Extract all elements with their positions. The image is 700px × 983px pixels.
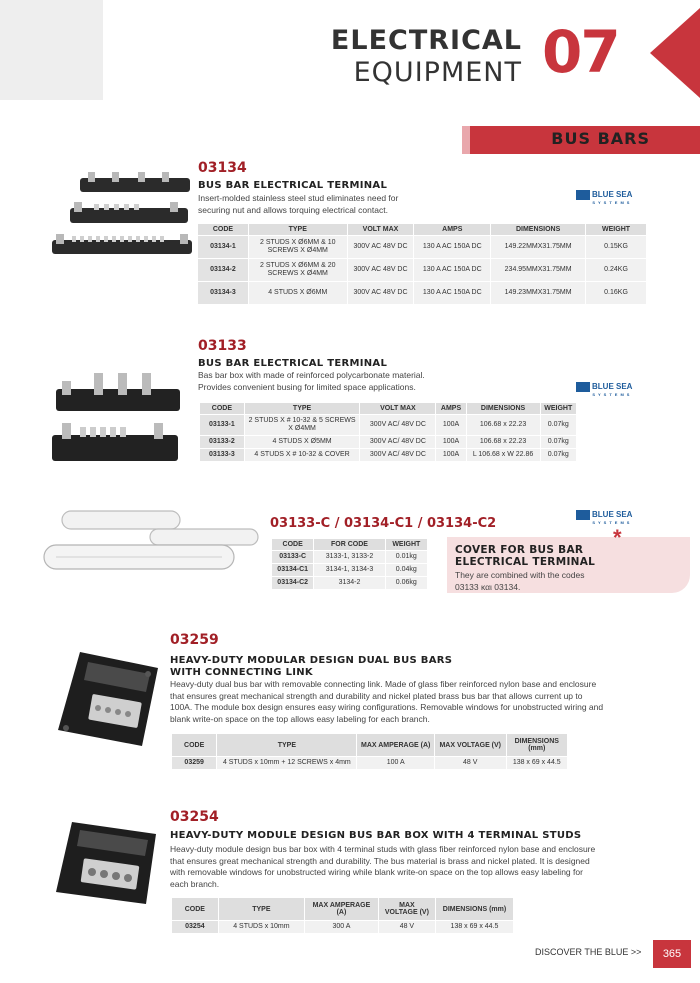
table-cell: 0.07kg bbox=[541, 436, 576, 448]
desc-line: Insert-molded stainless steel stud eliminates need for bbox=[198, 193, 399, 203]
brand-logo bbox=[576, 510, 632, 525]
table-cell: 4 STUDS x 10mm + 12 SCREWS x 4mm bbox=[217, 757, 356, 769]
table-cell: 03133-3 bbox=[200, 449, 244, 461]
desc-line: Provides convenient busing for limited space applications. bbox=[198, 381, 416, 392]
table-header: CODE bbox=[172, 734, 216, 756]
table-cell: 3134-2 bbox=[314, 577, 384, 589]
spec-table-03134 bbox=[197, 223, 647, 305]
brand-sub: SYSTEMS bbox=[592, 520, 633, 525]
table-header: DIMENSIONS (mm) bbox=[436, 898, 513, 920]
cover-desc bbox=[455, 570, 584, 593]
table-row bbox=[172, 757, 567, 769]
spec-table-03133 bbox=[199, 402, 577, 462]
table-header: TYPE bbox=[217, 734, 356, 756]
desc-line: securing nut and allows torquing electrical contact. bbox=[198, 204, 388, 215]
product-title-03133: BUS BAR ELECTRICAL TERMINAL bbox=[198, 358, 388, 369]
table-row bbox=[272, 551, 427, 563]
table-row bbox=[200, 415, 576, 435]
desc-line: that ensures great mechanical strength and durability and nickel plated brass bus bar that allows current up to bbox=[170, 690, 583, 701]
desc-line: with removable windows for unobstructed wiring while blank write-on space on the top allows easy labeling for bbox=[170, 867, 583, 877]
table-cell: 300V AC 48V DC bbox=[348, 282, 414, 304]
page-number: 365 bbox=[653, 940, 691, 968]
page-title bbox=[331, 26, 522, 90]
table-header: CODE bbox=[172, 898, 218, 920]
table-cell: 149.22MMX31.75MM bbox=[491, 236, 585, 258]
desc-line: Heavy-duty dual bus bar with removable connecting link. Made of glass fiber reinforced nylon base and enclosure bbox=[170, 679, 597, 689]
product-code-03259: 03259 bbox=[170, 632, 219, 648]
table-cell: 4 STUDS X Ø6MM bbox=[249, 282, 347, 304]
product-code-covers: 03133-C / 03134-C1 / 03134-C2 bbox=[270, 516, 497, 531]
table-header: VOLT MAX bbox=[348, 224, 414, 235]
table-header: FOR CODE bbox=[314, 539, 384, 550]
title-line: WITH CONNECTING LINK bbox=[170, 667, 313, 678]
table-cell: 149.23MMX31.75MM bbox=[491, 282, 585, 304]
product-desc-03259 bbox=[170, 679, 650, 725]
product-code-03133: 03133 bbox=[198, 338, 247, 354]
table-cell: 130 A AC 150A DC bbox=[414, 236, 490, 258]
corner-block bbox=[0, 0, 103, 100]
table-cell: 100A bbox=[436, 415, 465, 435]
spec-table-03254 bbox=[171, 897, 514, 934]
table-cell: 130 A AC 150A DC bbox=[414, 282, 490, 304]
table-header: MAX AMPERAGE (A) bbox=[305, 898, 378, 920]
table-cell: 4 STUDS x 10mm bbox=[219, 921, 304, 933]
table-cell: L 106.68 x W 22.86 bbox=[467, 449, 540, 461]
spec-table-covers bbox=[271, 538, 428, 590]
table-header: CODE bbox=[200, 403, 244, 414]
table-cell: 2 STUDS X Ø6MM & 10 SCREWS X Ø4MM bbox=[249, 236, 347, 258]
brand-logo bbox=[576, 190, 632, 205]
table-cell: 03134-1 bbox=[198, 236, 248, 258]
table-row bbox=[172, 921, 513, 933]
table-cell: 0.07kg bbox=[541, 415, 576, 435]
table-header: DIMENSIONS bbox=[491, 224, 585, 235]
table-header: WEIGHT bbox=[586, 224, 646, 235]
product-photo-03134 bbox=[50, 160, 195, 278]
table-cell: 0.06kg bbox=[386, 577, 427, 589]
table-cell: 0.04kg bbox=[386, 564, 427, 576]
table-cell: 100A bbox=[436, 449, 465, 461]
footer-text: DISCOVER THE BLUE >> bbox=[535, 947, 642, 957]
desc-line: 03133 και 03134. bbox=[455, 581, 521, 592]
product-code-03254: 03254 bbox=[170, 809, 219, 825]
product-photo-covers bbox=[38, 505, 263, 595]
table-cell: 138 x 69 x 44.5 bbox=[436, 921, 513, 933]
table-cell: 03259 bbox=[172, 757, 216, 769]
table-cell: 0.16KG bbox=[586, 282, 646, 304]
table-header: MAX VOLTAGE (V) bbox=[435, 734, 506, 756]
brand-sub: SYSTEMS bbox=[592, 200, 633, 205]
brand-mark-icon bbox=[576, 382, 590, 392]
table-cell: 2 STUDS X # 10-32 & 5 SCREWS X Ø4MM bbox=[245, 415, 360, 435]
product-desc-03254 bbox=[170, 844, 650, 890]
table-header: TYPE bbox=[219, 898, 304, 920]
product-title-03254: HEAVY-DUTY MODULE DESIGN BUS BAR BOX WITH 4 TERMINAL STUDS bbox=[170, 830, 582, 841]
section-label: BUS BARS bbox=[551, 129, 650, 148]
brand-name: BLUE SEA bbox=[592, 190, 633, 200]
table-row bbox=[272, 564, 427, 576]
table-header: MAX AMPERAGE (A) bbox=[357, 734, 434, 756]
table-cell: 0.01kg bbox=[386, 551, 427, 563]
table-header: AMPS bbox=[414, 224, 490, 235]
table-cell: 03134-C1 bbox=[272, 564, 313, 576]
table-cell: 300V AC 48V DC bbox=[348, 236, 414, 258]
table-cell: 300 A bbox=[305, 921, 378, 933]
table-cell: 03134-3 bbox=[198, 282, 248, 304]
table-cell: 03134-C2 bbox=[272, 577, 313, 589]
corner-triangle bbox=[650, 8, 700, 98]
table-cell: 48 V bbox=[379, 921, 435, 933]
brand-name: BLUE SEA bbox=[592, 510, 633, 520]
chapter-number: 07 bbox=[542, 18, 619, 86]
table-header: WEIGHT bbox=[541, 403, 576, 414]
table-cell: 48 V bbox=[435, 757, 506, 769]
table-row bbox=[272, 577, 427, 589]
brand-logo bbox=[576, 382, 632, 397]
table-header: VOLT MAX bbox=[360, 403, 435, 414]
table-header: WEIGHT bbox=[386, 539, 427, 550]
cover-title-line: COVER FOR BUS BAR bbox=[455, 544, 584, 556]
table-cell: 300V AC/ 48V DC bbox=[360, 415, 435, 435]
table-cell: 4 STUDS X Ø5MM bbox=[245, 436, 360, 448]
table-cell: 300V AC 48V DC bbox=[348, 259, 414, 281]
table-header: TYPE bbox=[249, 224, 347, 235]
desc-line: They are combined with the codes bbox=[455, 570, 585, 580]
table-cell: 138 x 69 x 44.5 bbox=[507, 757, 568, 769]
desc-line: Heavy-duty module design bus bar box with 4 terminal studs with glass fiber reinforced nylon base and enclosure bbox=[170, 844, 596, 854]
table-cell: 0.07kg bbox=[541, 449, 576, 461]
table-cell: 03133-2 bbox=[200, 436, 244, 448]
product-photo-03254 bbox=[50, 818, 165, 913]
table-row bbox=[200, 436, 576, 448]
table-cell: 130 A AC 150A DC bbox=[414, 259, 490, 281]
table-cell: 03254 bbox=[172, 921, 218, 933]
desc-line: blank write-on space on the top allows easy labeling for each branch. bbox=[170, 713, 430, 724]
table-cell: 03133-1 bbox=[200, 415, 244, 435]
brand-name: BLUE SEA bbox=[592, 382, 633, 392]
product-code-03134: 03134 bbox=[198, 160, 247, 176]
table-row bbox=[198, 282, 646, 304]
table-cell: 106.68 x 22.23 bbox=[467, 436, 540, 448]
table-cell: 3133-1, 3133-2 bbox=[314, 551, 384, 563]
table-cell: 4 STUDS X # 10-32 & COVER bbox=[245, 449, 360, 461]
product-photo-03133 bbox=[50, 365, 185, 470]
product-title-03134: BUS BAR ELECTRICAL TERMINAL bbox=[198, 180, 388, 191]
title-line: HEAVY-DUTY MODULAR DESIGN DUAL BUS BARS bbox=[170, 655, 453, 666]
table-cell: 0.24KG bbox=[586, 259, 646, 281]
brand-sub: SYSTEMS bbox=[592, 392, 633, 397]
product-desc-03134 bbox=[198, 193, 398, 216]
desc-line: that ensures great mechanical strength and durability. The bus material is brass and nickel plated. It is designed bbox=[170, 855, 590, 866]
table-header: AMPS bbox=[436, 403, 465, 414]
product-title-03259 bbox=[170, 655, 452, 679]
table-cell: 0.15KG bbox=[586, 236, 646, 258]
brand-mark-icon bbox=[576, 190, 590, 200]
table-row bbox=[198, 236, 646, 258]
table-cell: 03134-2 bbox=[198, 259, 248, 281]
table-cell: 100 A bbox=[357, 757, 434, 769]
brand-mark-icon bbox=[576, 510, 590, 520]
table-header: DIMENSIONS bbox=[467, 403, 540, 414]
table-row bbox=[200, 449, 576, 461]
star-icon: * bbox=[613, 525, 622, 550]
table-row bbox=[198, 259, 646, 281]
table-cell: 3134-1, 3134-3 bbox=[314, 564, 384, 576]
product-desc-03133 bbox=[198, 370, 425, 393]
table-header: CODE bbox=[272, 539, 313, 550]
table-cell: 2 STUDS X Ø6MM & 20 SCREWS X Ø4MM bbox=[249, 259, 347, 281]
table-cell: 100A bbox=[436, 436, 465, 448]
desc-line: Bas bar box with made of reinforced polycarbonate material. bbox=[198, 370, 425, 380]
table-header: MAX VOLTAGE (V) bbox=[379, 898, 435, 920]
desc-line: each branch. bbox=[170, 878, 220, 889]
table-cell: 106.68 x 22.23 bbox=[467, 415, 540, 435]
table-cell: 300V AC/ 48V DC bbox=[360, 436, 435, 448]
table-cell: 300V AC/ 48V DC bbox=[360, 449, 435, 461]
title-line-1: ELECTRICAL bbox=[330, 25, 522, 56]
table-header: DIMENSIONS (mm) bbox=[507, 734, 568, 756]
cover-title-line: ELECTRICAL TERMINAL bbox=[455, 556, 596, 568]
table-cell: 03133-C bbox=[272, 551, 313, 563]
product-photo-03259 bbox=[50, 648, 165, 760]
table-cell: 234.95MMX31.75MM bbox=[491, 259, 585, 281]
table-header: CODE bbox=[198, 224, 248, 235]
title-line-2: EQUIPMENT bbox=[353, 57, 522, 88]
desc-line: 100A. The module box design ensures easy wiring configurations. Removable windows for unobstructed wiring and bbox=[170, 702, 604, 712]
cover-title bbox=[455, 544, 595, 568]
spec-table-03259 bbox=[171, 733, 568, 770]
table-header: TYPE bbox=[245, 403, 360, 414]
